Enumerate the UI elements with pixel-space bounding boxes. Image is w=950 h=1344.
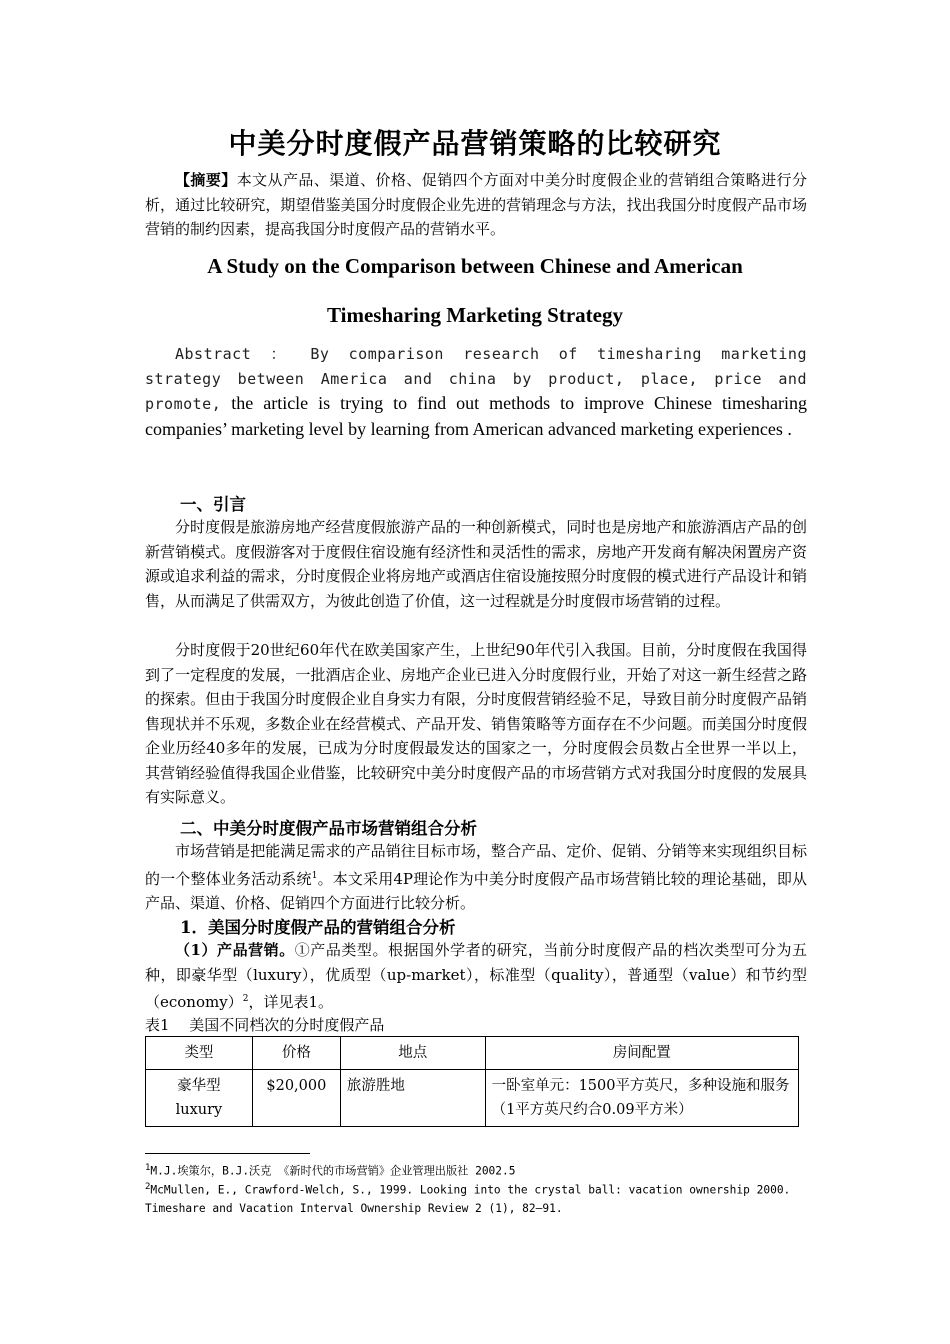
table-header-cell: 类型 <box>146 1037 253 1070</box>
section1-heading: 一、引言 <box>180 495 246 514</box>
subsection1-lead: （1）产品营销。 <box>175 941 295 959</box>
table-header-cell: 房间配置 <box>485 1037 798 1070</box>
table-cell-rooms: 一卧室单元：1500平方英尺，多种设施和服务（1平方英尺约合0.09平方米） <box>485 1070 798 1127</box>
footnote-2-text: McMullen, E., Crawford-Welch, S., 1999. Looking into the crystal ball: vacation ownership 2000. Timeshare and Vacation Interval Ownership Review 2 (1), 82–91. <box>145 1183 791 1215</box>
footnote-2 <box>145 1178 805 1218</box>
section2-paragraph1-part1: 市场营销是把能满足需求的产品销往目标市场，整合产品、定价、促销、分销等来实现组织目标的一个整体业务活动系统 <box>145 842 807 888</box>
footnote-ref-2: 2 <box>242 994 249 1004</box>
footnote-2-mark: 2 <box>145 1182 151 1192</box>
section1-paragraph2: 分时度假于20世纪60年代在欧美国家产生，上世纪90年代引入我国。目前，分时度假在我国得到了一定程度的发展，一批酒店企业、房地产企业已进入分时度假行业，开始了对这一新生经营之路的探索。但由于我国分时度假企业自身实力有限，分时度假营销经验不足，导致目前分时度假产品销售现状并不乐观，多数企业在经营模式、产品开发、销售策略等方面存在不少问题。而美国分时度假企业历经40多年的发展，已成为分时度假最发达的国家之一，分时度假会员数占全世界一半以上，其营销经验值得我国企业借鉴，比较研究中美分时度假产品的市场营销方式对我国分时度假的发展具有实际意义。 <box>145 641 807 806</box>
table-cell-type <box>146 1070 253 1127</box>
section2-paragraph1-part2: 。本文采用4P理论作为中美分时度假产品市场营销比较的理论基础，即从产品、渠道、价格、促销四个方面进行比较分析。 <box>145 869 807 912</box>
footnote-separator <box>145 1153 310 1154</box>
subsection1-heading: 1．美国分时度假产品的营销组合分析 <box>180 918 456 937</box>
abstract-cn <box>145 168 807 242</box>
table-header-cell: 地点 <box>340 1037 485 1070</box>
type-en: luxury <box>175 1102 223 1118</box>
abstract-en <box>145 342 807 442</box>
timeshare-table <box>145 1036 799 1127</box>
abstract-en-mono-text: By comparison research of timesharing marketing strategy between America and china by product, place, price and promote, <box>145 345 807 413</box>
type-cn: 豪华型 <box>177 1078 221 1094</box>
table-cell-location: 旅游胜地 <box>340 1070 485 1127</box>
section2-heading: 二、中美分时度假产品市场营销组合分析 <box>180 819 477 838</box>
section2-paragraph1 <box>145 839 807 916</box>
table-caption: 表1 美国不同档次的分时度假产品 <box>145 1016 385 1034</box>
subsection1-paragraph1 <box>145 938 807 1015</box>
subsection1-text-part2: ，详见表1。 <box>248 993 333 1011</box>
english-title-line2: Timesharing Marketing Strategy <box>327 303 623 327</box>
section1-paragraph1: 分时度假是旅游房地产经营度假旅游产品的一种创新模式，同时也是房地产和旅游酒店产品的创新营销模式。度假游客对于度假住宿设施有经济性和灵活性的需求，房地产开发商有解决闲置房产资源或追求利益的需求，分时度假企业将房地产或酒店住宿设施按照分时度假的模式进行产品设计和销售，从而满足了供需双方，为彼此创造了价值，这一过程就是分时度假市场营销的过程。 <box>145 518 807 610</box>
table-row <box>146 1070 799 1127</box>
subsection1-text-part1: ①产品类型。根据国外学者的研究，当前分时度假产品的档次类型可分为五种，即豪华型（luxury），优质型（up-market），标准型（quality），普通型（value）和节约型（economy） <box>145 941 807 1011</box>
footnote-ref-1: 1 <box>311 870 318 881</box>
table-header-cell: 价格 <box>252 1037 340 1070</box>
abstract-cn-text: 本文从产品、渠道、价格、促销四个方面对中美分时度假企业的营销组合策略进行分析，通过比较研究，期望借鉴美国分时度假企业先进的营销理念与方法，找出我国分时度假产品市场营销的制约因素，提高我国分时度假产品的营销水平。 <box>145 171 807 238</box>
footnote-1-text: M.J.埃策尔，B.J.沃克 《新时代的市场营销》企业管理出版社 2002.5 <box>150 1164 516 1178</box>
english-title-line1: A Study on the Comparison between Chinese and American <box>207 254 743 278</box>
table-cell-price: $20,000 <box>252 1070 340 1127</box>
abstract-en-text: the article is trying to find out methods to improve Chinese timesharing companies’ marketing level by learning from American advanced marketing experiences . <box>145 393 807 439</box>
table-header-row <box>146 1037 799 1070</box>
abstract-en-label: Abstract ： <box>175 345 296 363</box>
footnote-1-mark: 1 <box>145 1163 151 1173</box>
abstract-cn-label: 【摘要】 <box>175 171 237 189</box>
page-title: 中美分时度假产品营销策略的比较研究 <box>228 127 722 160</box>
